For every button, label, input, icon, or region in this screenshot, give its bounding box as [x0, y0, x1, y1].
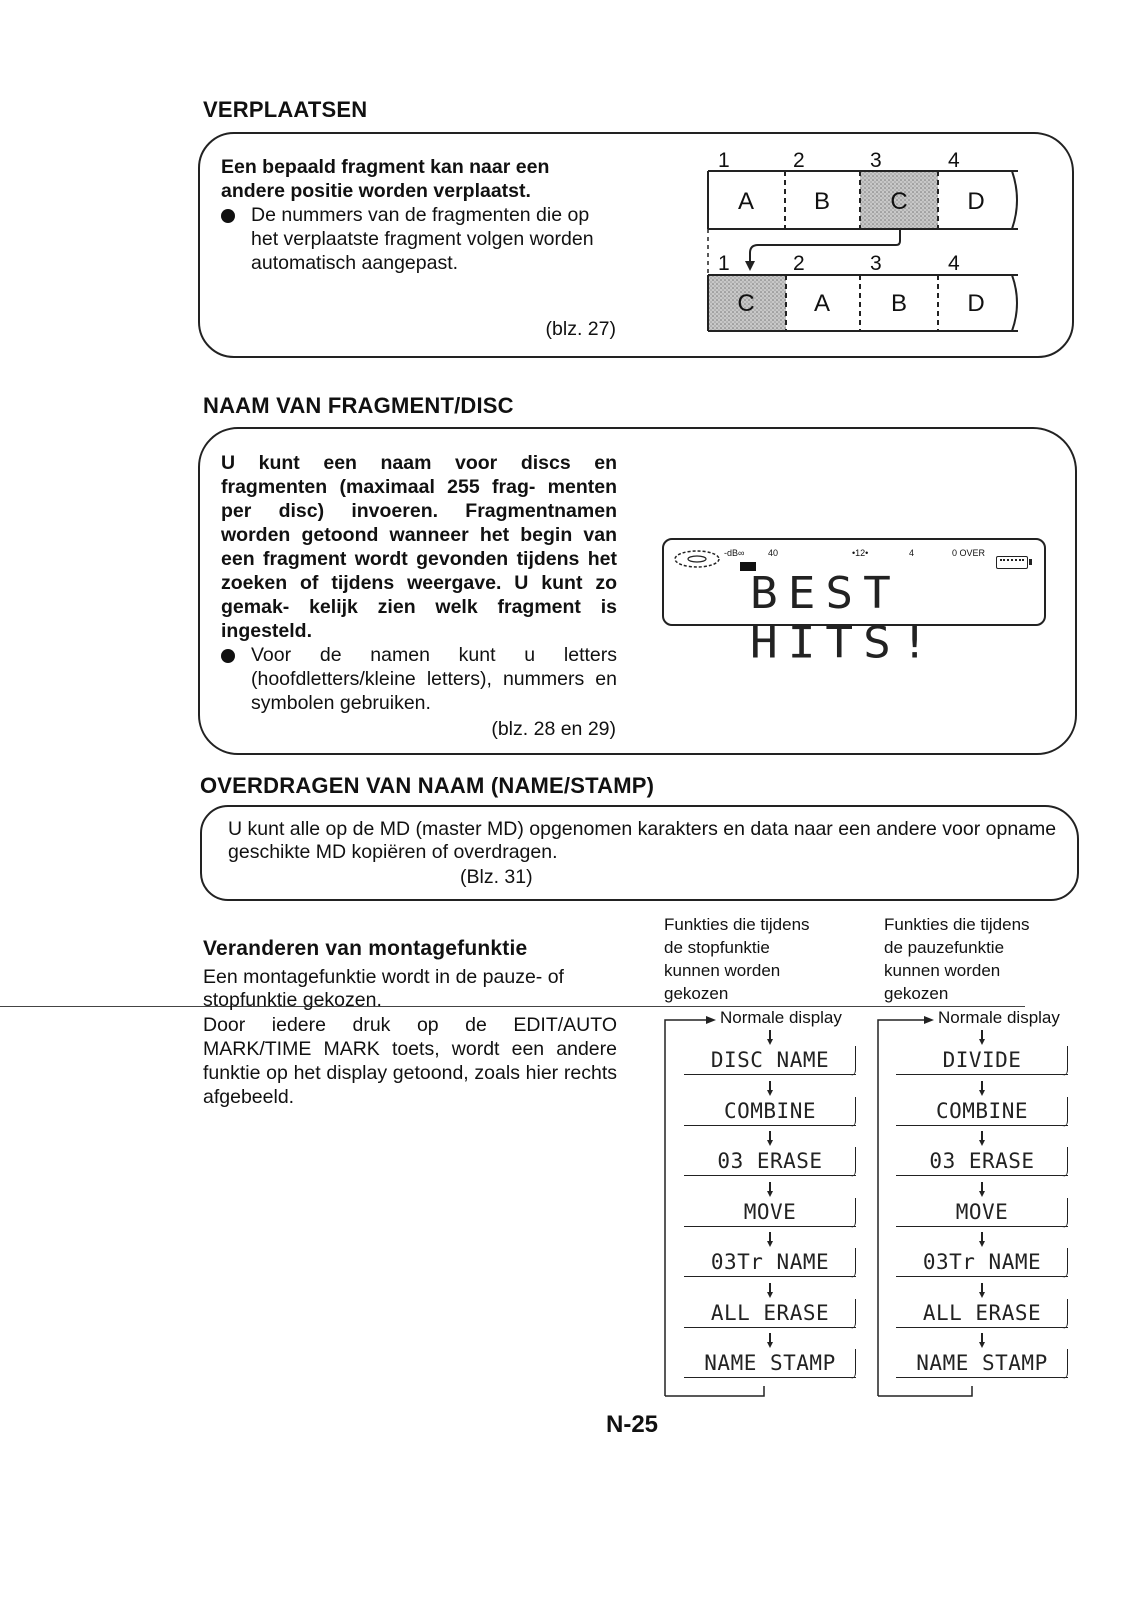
col-stop-header-line: de stopfunktie	[664, 938, 770, 957]
naam-ref: (blz. 28 en 29)	[491, 718, 616, 740]
pause-step-1: DIVIDE	[896, 1046, 1068, 1075]
pause-step-3: 03 ERASE	[896, 1147, 1068, 1176]
col-stop-header-line: gekozen	[664, 984, 729, 1003]
verplaatsen-bullet-text: De nummers van de fragmenten die op het verplaatste fragment volgen worden automatisch aangepast.	[251, 204, 594, 274]
col-pause-header-line: kunnen worden	[884, 961, 1001, 980]
top-cell-b: B	[813, 188, 831, 215]
stop-step-5: 03Tr NAME	[684, 1248, 856, 1277]
section-heading-overdragen: OVERDRAGEN VAN NAAM (NAME/STAMP)	[200, 773, 655, 798]
col-stop-header-line: kunnen worden	[664, 961, 781, 980]
verplaatsen-ref: (blz. 27)	[545, 318, 616, 340]
down-arrow-icon	[767, 1342, 773, 1348]
down-arrow-icon	[767, 1090, 773, 1096]
naam-text	[221, 451, 617, 715]
pause-normal-display: Normale display	[938, 1008, 1060, 1027]
col-pause-header	[884, 913, 1030, 1005]
down-arrow-icon	[979, 1039, 985, 1045]
col-pause-header-line: gekozen	[884, 984, 949, 1003]
bullet-icon	[221, 649, 235, 663]
top-number-4: 4	[948, 149, 960, 172]
verplaatsen-bold-line1: Een bepaald fragment kan naar een	[221, 156, 550, 178]
section-heading-verplaatsen: VERPLAATSEN	[203, 97, 368, 122]
lcd-text: BEST HITS!	[750, 567, 939, 668]
bottom-number-4: 4	[948, 252, 960, 275]
down-arrow-icon	[767, 1140, 773, 1146]
down-arrow-icon	[767, 1241, 773, 1247]
verplaatsen-bullet	[221, 203, 621, 275]
pause-step-4: MOVE	[896, 1198, 1068, 1227]
stop-step-4: MOVE	[684, 1198, 856, 1227]
down-arrow-icon	[767, 1039, 773, 1045]
bullet-icon	[221, 209, 235, 223]
bottom-number-2: 2	[793, 252, 805, 275]
bottom-number-1: 1	[718, 252, 730, 275]
down-arrow-icon	[979, 1140, 985, 1146]
down-arrow-icon	[979, 1090, 985, 1096]
top-number-2: 2	[793, 149, 805, 172]
lcd-display	[662, 538, 1046, 668]
level-scale-40: 40	[768, 548, 779, 558]
stop-step-2: COMBINE	[684, 1097, 856, 1126]
pause-step-5: 03Tr NAME	[896, 1248, 1068, 1277]
bottom-cell-c: C	[737, 290, 755, 317]
top-cell-a: A	[737, 188, 755, 215]
naam-bullet-text: Voor de namen kunt u letters (hoofdletters/kleine letters), nummers en symbolen gebruiken.	[251, 644, 617, 714]
section-heading-naam: NAAM VAN FRAGMENT/DISC	[203, 393, 514, 418]
overdragen-text: U kunt alle op de MD (master MD) opgenomen karakters en data naar een andere voor opname geschikte MD kopiëren of overdragen.	[228, 818, 1057, 863]
stop-step-3: 03 ERASE	[684, 1147, 856, 1176]
col-pause-header-line: de pauzefunktie	[884, 938, 1005, 957]
naam-bullet	[221, 643, 617, 715]
down-arrow-icon	[767, 1292, 773, 1298]
montage-para1: Een montagefunktie wordt in de pauze- of stopfunktie gekozen.	[203, 966, 564, 1011]
top-cell-d: D	[967, 188, 985, 215]
col-pause-header-line: Funkties die tijdens	[884, 915, 1030, 934]
stop-step-7: NAME STAMP	[684, 1349, 856, 1378]
bottom-cell-a: A	[813, 290, 831, 317]
page-number: N-25	[606, 1411, 659, 1438]
stop-step-1: DISC NAME	[684, 1046, 856, 1075]
overdragen-ref: (Blz. 31)	[460, 866, 533, 888]
level-scale-over: 0 OVER	[952, 548, 986, 558]
down-arrow-icon	[979, 1342, 985, 1348]
col-stop-header	[664, 913, 810, 1005]
top-number-3: 3	[870, 149, 882, 172]
pause-step-6: ALL ERASE	[896, 1299, 1068, 1328]
bottom-number-3: 3	[870, 252, 882, 275]
montage-para2: Door iedere druk op de EDIT/AUTO MARK/TIME MARK toets, wordt een andere funktie op het display getoond, zoals hier rechts afgebeeld.	[203, 1014, 617, 1108]
level-scale-12: •12•	[852, 548, 869, 558]
top-cell-c: C	[890, 188, 908, 215]
verplaatsen-text	[221, 155, 621, 275]
down-arrow-icon	[979, 1292, 985, 1298]
stop-normal-display: Normale display	[720, 1008, 842, 1027]
bottom-cell-b: B	[890, 290, 908, 317]
stop-step-6: ALL ERASE	[684, 1299, 856, 1328]
db-label: -dB∞	[724, 548, 745, 558]
down-arrow-icon	[979, 1241, 985, 1247]
top-number-1: 1	[718, 149, 730, 172]
pause-step-7: NAME STAMP	[896, 1349, 1068, 1378]
move-diagram	[700, 143, 1030, 338]
down-arrow-icon	[979, 1191, 985, 1197]
verplaatsen-bold-line2: andere positie worden verplaatst.	[221, 180, 531, 202]
naam-bold-text: U kunt een naam voor discs en fragmenten (maximaal 255 frag- menten per disc) invoeren. Fragmentnamen worden getoond wanneer het begin van een fragment wordt gevonden tijdens het zoeken of tijdens weergave. U kunt zo gemak- kelijk zien welk fragment is ingesteld.	[221, 452, 617, 642]
disc-icon	[672, 548, 722, 570]
pause-step-2: COMBINE	[896, 1097, 1068, 1126]
bottom-cell-d: D	[967, 290, 985, 317]
col-stop-header-line: Funkties die tijdens	[664, 915, 810, 934]
section-heading-montage: Veranderen van montagefunktie	[203, 937, 528, 960]
down-arrow-icon	[767, 1191, 773, 1197]
level-scale-4: 4	[909, 548, 915, 558]
